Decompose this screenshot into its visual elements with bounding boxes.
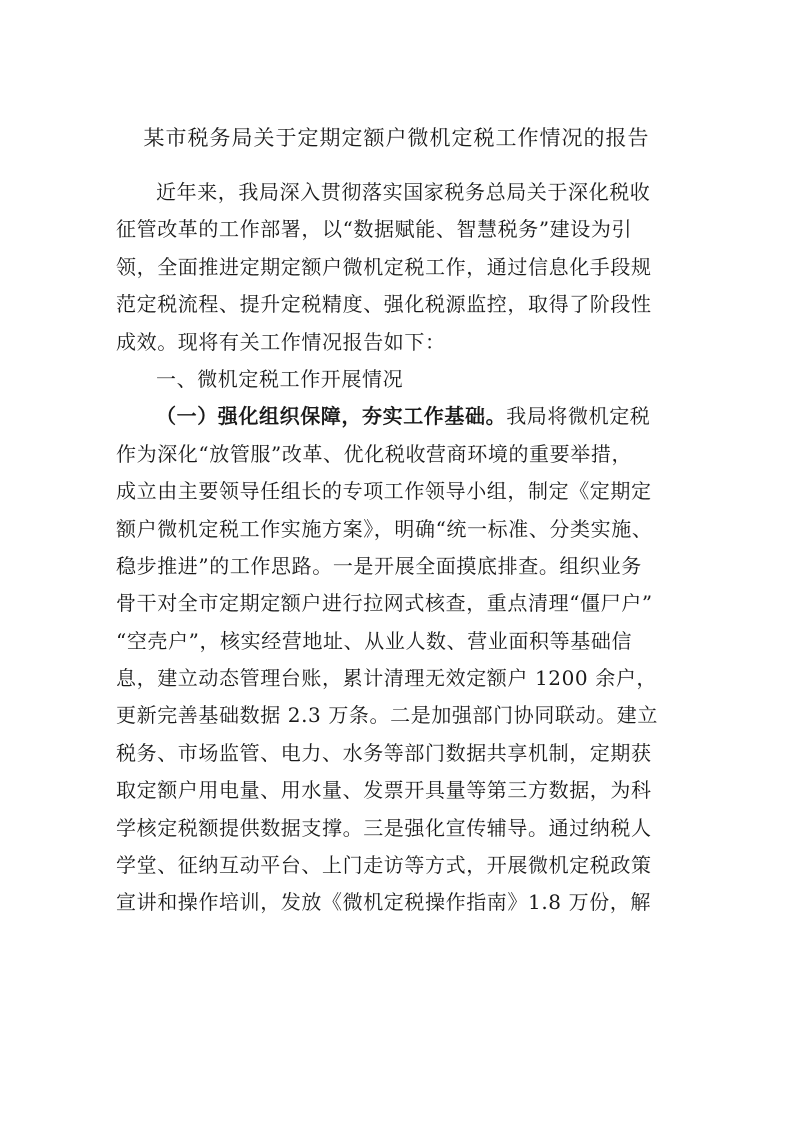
intro-line: 范定税流程、提升定税精度、强化税源监控，取得了阶段性 <box>116 292 652 317</box>
subsection-heading: （一）强化组织保障，夯实工作基础。 <box>156 404 507 429</box>
paragraph-line: 息，建立动态管理台账，累计清理无效定额户 1200 余户， <box>116 666 658 691</box>
subsection-first-line-rest: 我局将微机定税 <box>506 404 651 429</box>
paragraph-line: 骨干对全市定期定额户进行拉网式核查，重点清理“僵尸户” <box>116 591 653 616</box>
paragraph-line: 作为深化“放管服”改革、优化税收营商环境的重要举措， <box>116 441 633 466</box>
paragraph-line: 税务、市场监管、电力、水务等部门数据共享机制，定期获 <box>116 740 652 765</box>
paragraph-line: 更新完善基础数据 2.3 万条。二是加强部门协同联动。建立 <box>116 703 658 728</box>
intro-line: 征管改革的工作部署，以“数据赋能、智慧税务”建设为引 <box>116 217 633 242</box>
paragraph-line: 宣讲和操作培训，发放《微机定税操作指南》1.8 万份，解 <box>116 890 651 915</box>
paragraph-line: 学核定税额提供数据支撑。三是强化宣传辅导。通过纳税人 <box>116 815 652 840</box>
subsection-first-line <box>116 398 686 435</box>
intro-line: 成效。现将有关工作情况报告如下： <box>116 329 446 354</box>
paragraph-line: “空壳户”，核实经营地址、从业人数、营业面积等基础信 <box>116 628 633 653</box>
section-heading: 一、微机定税工作开展情况 <box>156 366 404 391</box>
intro-line: 近年来，我局深入贯彻落实国家税务总局关于深化税收 <box>156 180 651 204</box>
paragraph-line: 额户微机定税工作实施方案》，明确“统一标准、分类实施、 <box>116 516 653 541</box>
paragraph-line: 稳步推进”的工作思路。一是开展全面摸底排查。组织业务 <box>116 553 642 578</box>
document-title: 某市税务局关于定期定额户微机定税工作情况的报告 <box>143 126 650 150</box>
paragraph-line: 成立由主要领导任组长的专项工作领导小组，制定《定期定 <box>116 479 652 504</box>
document-body <box>116 174 686 922</box>
intro-line: 领，全面推进定期定额户微机定税工作，通过信息化手段规 <box>116 254 652 279</box>
paragraph-line: 取定额户用电量、用水量、发票开具量等第三方数据，为科 <box>116 778 652 803</box>
paragraph-line: 学堂、征纳互动平台、上门走访等方式，开展微机定税政策 <box>116 853 652 878</box>
